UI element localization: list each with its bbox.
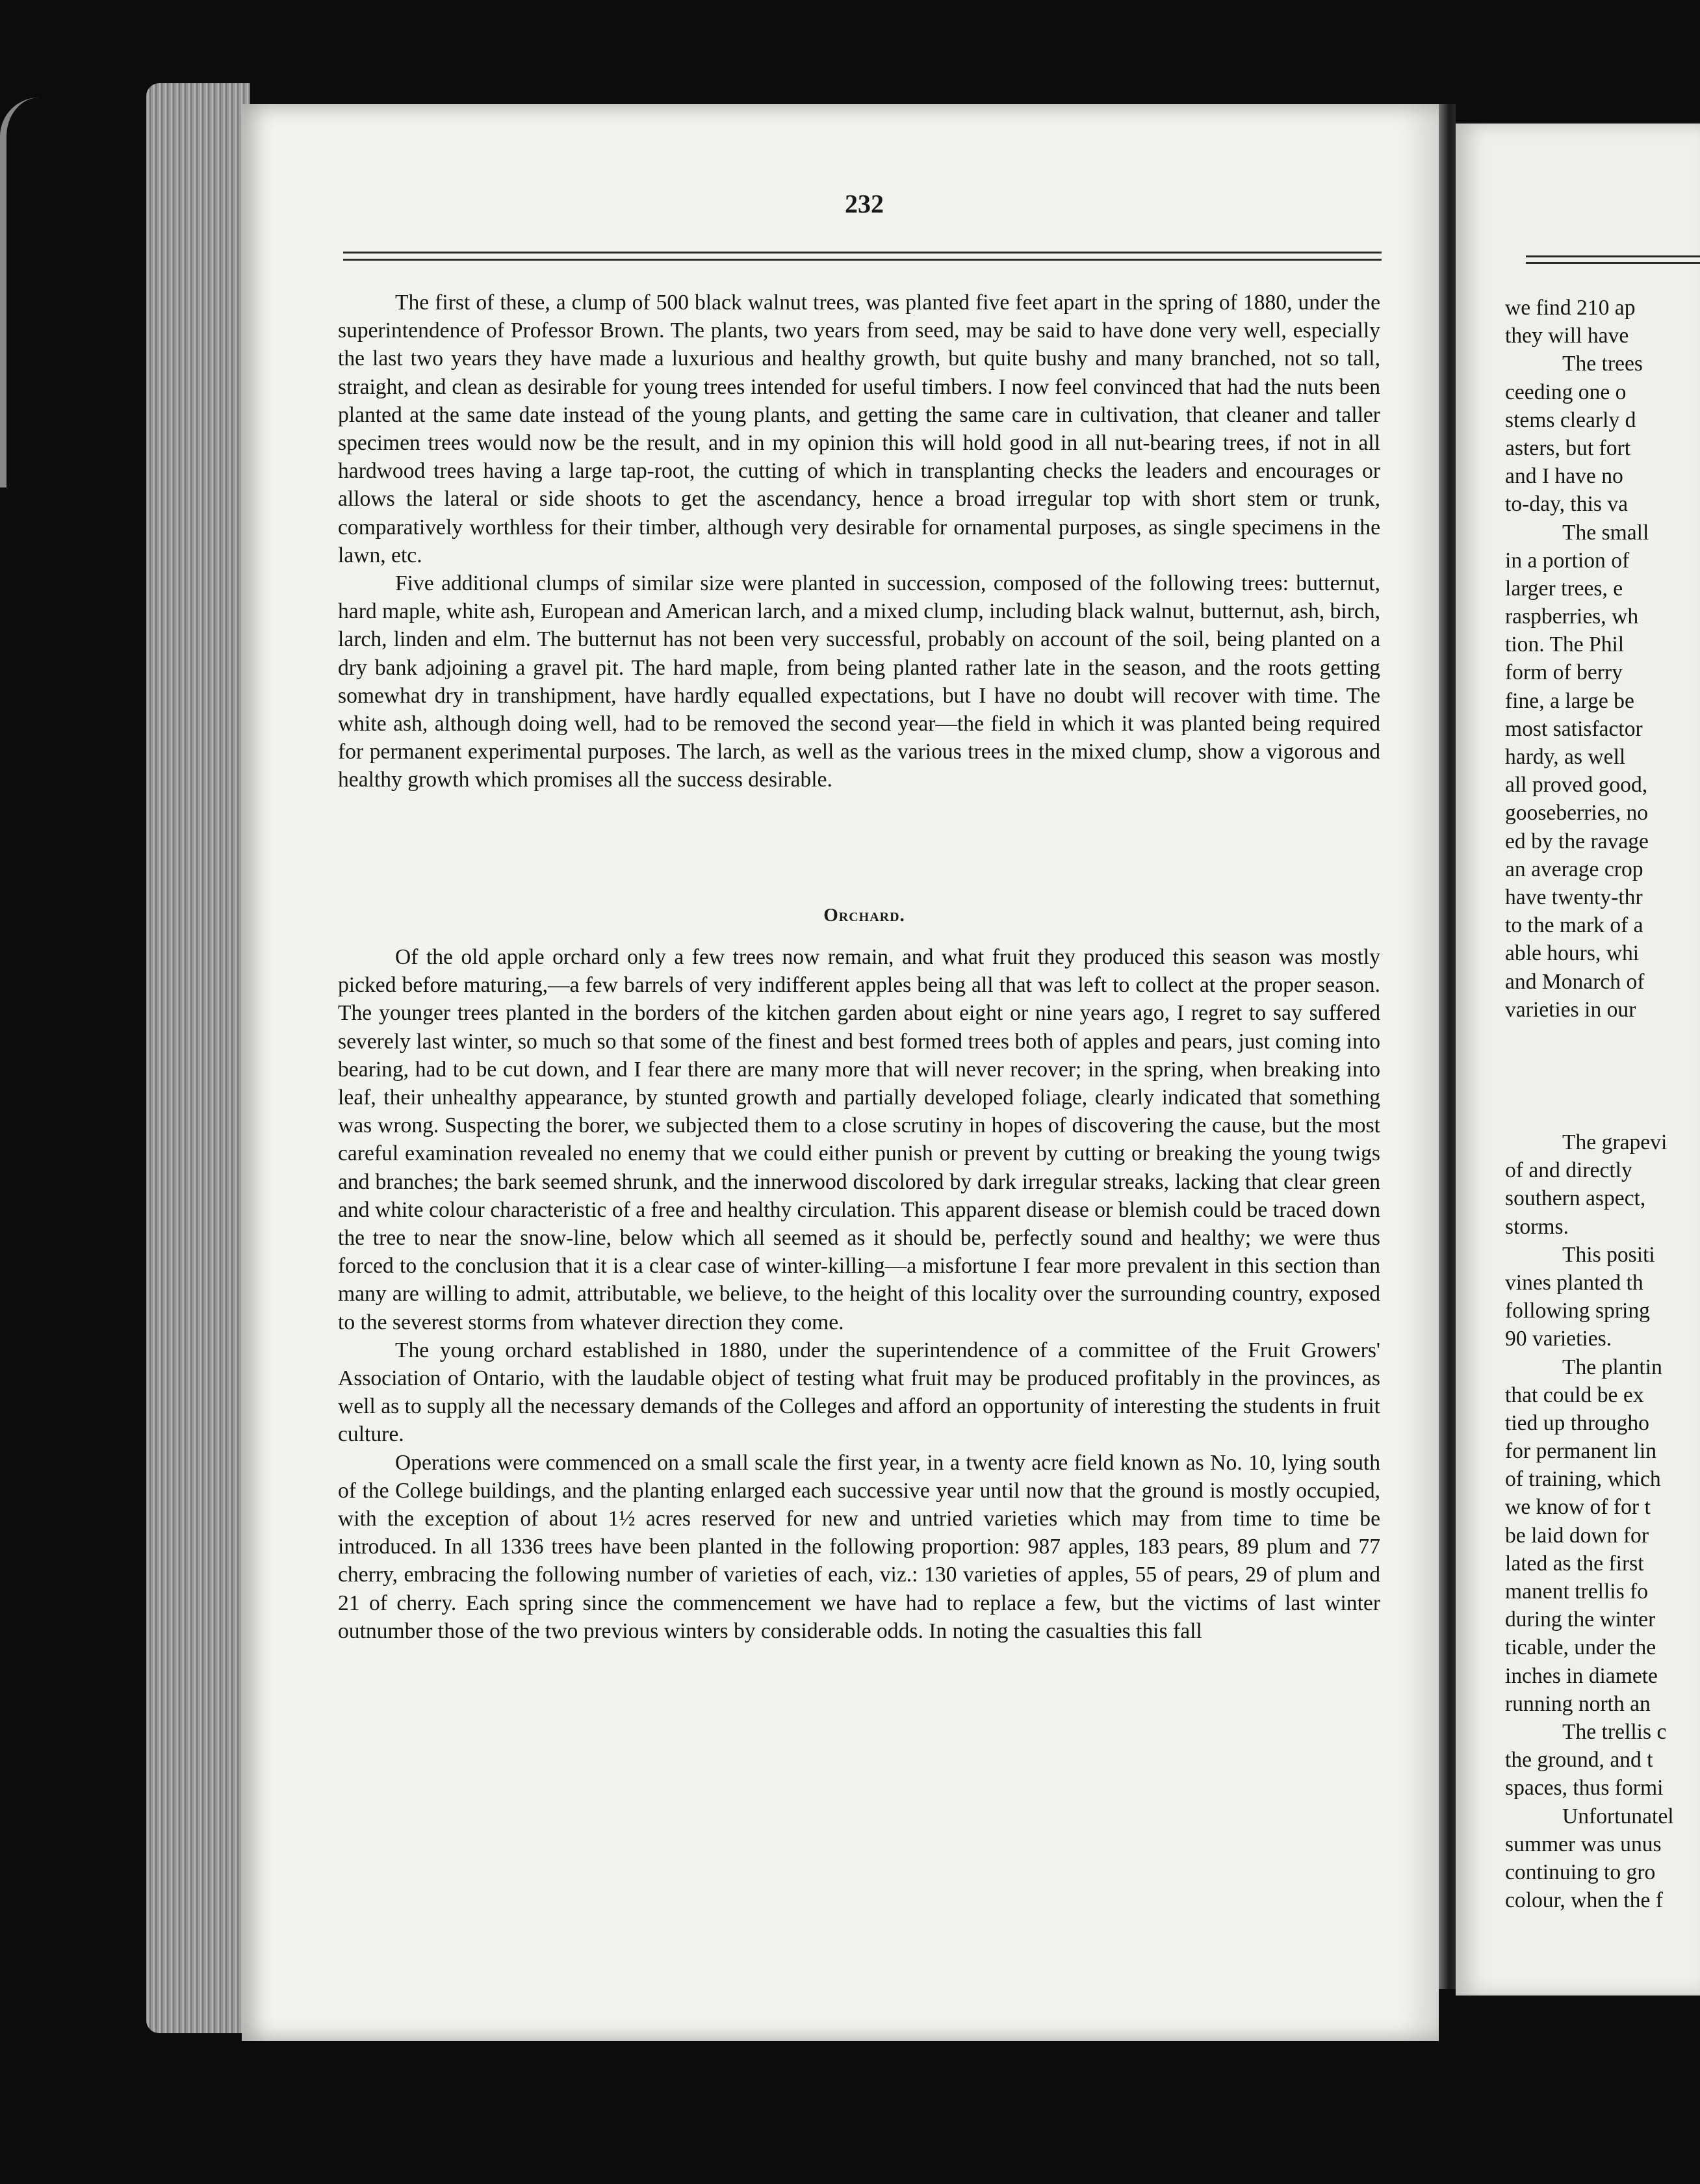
page-number: 232 <box>845 189 884 218</box>
right-page-line: summer was unus <box>1505 1832 1662 1856</box>
paragraph-additional-clumps: Five additional clumps of similar size were planted in succession, composed of the following trees: butternut, hard maple, white ash, European and American larch, and a mixed clump, including black walnut, butternut, ash, birch, larch, linden and elm. The butternut has not been very successful, probably on account of the soil, being planted on a dry bank adjoining a gravel pit. The hard maple, from being planted rather late in the season, and the roots getting somewhat dry in transhipment, have hardly equalled expectations, but I have no doubt will recover with time. The white ash, although doing well, had to be removed the second year—the field in which it was planted being required for permanent experimental purposes. The larch, as well as the various trees in the mixed clump, show a vigorous and healthy growth which promises all the success desirable. <box>338 571 1380 792</box>
paragraph-walnut-clump: The first of these, a clump of 500 black walnut trees, was planted five feet apart in the spring of 1880, under the superintendence of Professor Brown. The plants, two years from seed, may be said to have done very well, especially the last two years they have made a luxurious and healthy growth, but quite bushy and many branched, not so tall, straight, and clean as desirable for young trees intended for useful timbers. I now feel convinced that had the nuts been planted at the same date instead of the young plants, and getting the same care in cultivation, that cleaner and taller specimen trees would now be the result, and in my opinion this will hold good in all nut-bearing trees, if not in all hardwood trees having a large tap-root, the cutting of which in transplanting checks the leaders and encourages or allows the lateral or side shoots to get the ascendancy, hence a broad irregular top with short stem or trunk, comparatively worthless for their timber, although very desirable for ornamental purposes, as single specimens in the lawn, etc. <box>338 291 1380 567</box>
right-page-line: to the mark of a <box>1505 913 1643 938</box>
right-header-rule-bottom <box>1526 262 1700 264</box>
right-page-line: varieties in our <box>1505 997 1636 1022</box>
right-page-line: the ground, and t <box>1505 1748 1653 1773</box>
right-page-line: we find 210 ap <box>1505 296 1636 320</box>
right-page-line: tied up througho <box>1505 1410 1649 1435</box>
right-page-line: The small <box>1562 520 1649 545</box>
right-page-line: stems clearly d <box>1505 408 1636 432</box>
right-page-line: that could be ex <box>1505 1383 1644 1407</box>
right-page-line: tion. The Phil <box>1505 632 1625 657</box>
right-page-line: in a portion of <box>1505 548 1630 573</box>
header-rule-top <box>343 252 1382 254</box>
right-page-line: ed by the ravage <box>1505 829 1649 853</box>
paragraph-old-orchard: Of the old apple orchard only a few trees now remain, and what fruit they produced this season was mostly picked before maturing,—a few barrels of very indifferent apples being all that was left to collect at the proper season. The younger trees planted in the borders of the kitchen garden about eight or nine years ago, I regret to say suffered severely last winter, so much so that some of the finest and best formed trees both of apples and pears, just coming into bearing, had to be cut down, and I fear there are many more that will never recover; in the spring, when breaking into leaf, their unhealthy appearance, by stunted growth and partially developed foliage, clearly indicated that something was wrong. Suspecting the borer, we subjected them to a close scrutiny in hopes of discovering the cause, but the most careful examination revealed no enemy that we could either punish or prevent by cutting or breaking the young twigs and branches; the bark seemed shrunk, and the innerwood discolored by dark irregular streaks, lacking that clear green and white colour characteristic of a free and healthy circulation. This apparent disease or blemish could be traced down the tree to near the snow-line, below which all seemed as it should be, perfectly sound and healthy; we were thus forced to the conclusion that it is a clear case of winter-killing—a misfortune I fear more prevalent in this section than many are willing to admit, attributable, we believe, to the height of this locality over the surrounding country, exposed to the severest storms from whatever direction they come. <box>338 945 1380 1334</box>
right-page-line: hardy, as well <box>1505 745 1626 769</box>
right-page-line: larger trees, e <box>1505 576 1623 601</box>
right-page-line: have twenty-thr <box>1505 885 1643 909</box>
paragraph-operations: Operations were commenced on a small scale the first year, in a twenty acre field known as No. 10, lying south of the College buildings, and the planting enlarged each successive year until now that the ground is mostly occupied, with the exception of about 1½ acres reserved for new and untried varieties which may from time to time be introduced. In all 1336 trees have been planted in the following proportion: 987 apples, 183 pears, 89 plum and 77 cherry, embracing the following number of varieties of each, viz.: 130 varieties of apples, 55 of pears, 29 of plum and 21 of cherry. Each spring since the commencement we have had to replace a few, but the victims of last winter outnumber those of the two previous winters by considerable odds. In noting the casualties this fall <box>338 1450 1380 1643</box>
right-page-line: ceeding one o <box>1505 380 1627 404</box>
right-page-line: spaces, thus formi <box>1505 1776 1664 1800</box>
body-text-orchard <box>338 943 1380 1645</box>
right-page-text-upper <box>1505 294 1700 1024</box>
right-page-line: of and directly <box>1505 1158 1632 1183</box>
right-page-line: colour, when the f <box>1505 1888 1663 1913</box>
book-gutter <box>1439 104 1456 1989</box>
section-heading-orchard: Orchard. <box>823 905 905 926</box>
right-page-line: southern aspect, <box>1505 1186 1646 1211</box>
right-page-line: able hours, whi <box>1505 941 1640 966</box>
right-page-line: be laid down for <box>1505 1523 1649 1548</box>
right-page-line: asters, but fort <box>1505 436 1631 460</box>
right-page-line: to-day, this va <box>1505 492 1628 517</box>
right-page-line: gooseberries, no <box>1505 801 1649 826</box>
right-page-line: lated as the first <box>1505 1551 1644 1576</box>
right-page-line: we know of for t <box>1505 1495 1651 1520</box>
binding-edge <box>0 98 97 488</box>
body-text-top <box>338 289 1380 794</box>
right-page-line: Unfortunatel <box>1562 1804 1674 1828</box>
right-page-line: of training, which <box>1505 1467 1661 1492</box>
header-rule-bottom <box>343 259 1382 261</box>
right-page-line: for permanent lin <box>1505 1439 1657 1464</box>
right-page-line: continuing to gro <box>1505 1860 1656 1884</box>
right-page-line: and Monarch of <box>1505 969 1645 994</box>
right-page-line: The trellis c <box>1562 1719 1667 1744</box>
right-page-line: raspberries, wh <box>1505 604 1639 629</box>
right-page-line: running north an <box>1505 1691 1651 1716</box>
right-page-line: form of berry <box>1505 660 1623 685</box>
right-page-line: The grapevi <box>1562 1130 1668 1154</box>
right-page-line: 90 varieties. <box>1505 1327 1612 1351</box>
right-page-line: manent trellis fo <box>1505 1580 1649 1604</box>
right-page-line: they will have <box>1505 324 1629 348</box>
right-page-line: inches in diamete <box>1505 1663 1658 1688</box>
right-page-line: vines planted th <box>1505 1270 1643 1295</box>
right-header-rule-top <box>1526 255 1700 257</box>
right-page-line: The plantin <box>1562 1355 1662 1379</box>
paragraph-young-orchard: The young orchard established in 1880, under the superintendence of a committee of the Fruit Growers' Association of Ontario, with the laudable object of testing what fruit may be produced profitably in the provinces, as well as to supply all the necessary demands of the Colleges and afford an opportunity of interesting the students in fruit culture. <box>338 1338 1380 1447</box>
right-page-line: all proved good, <box>1505 773 1648 798</box>
page-stack-edge <box>146 83 250 2033</box>
right-page-line: The trees <box>1562 352 1643 376</box>
right-page-line: an average crop <box>1505 857 1643 881</box>
right-page-line: This positi <box>1562 1242 1655 1267</box>
right-page-line: following spring <box>1505 1299 1650 1323</box>
right-page-line: fine, a large be <box>1505 688 1634 713</box>
right-page-text-lower <box>1505 1128 1700 1914</box>
right-page-line: storms. <box>1505 1214 1569 1239</box>
right-page-line: ticable, under the <box>1505 1635 1656 1660</box>
right-page-line: and I have no <box>1505 464 1623 489</box>
right-page-line: most satisfactor <box>1505 716 1643 741</box>
right-page-line: during the winter <box>1505 1607 1656 1632</box>
